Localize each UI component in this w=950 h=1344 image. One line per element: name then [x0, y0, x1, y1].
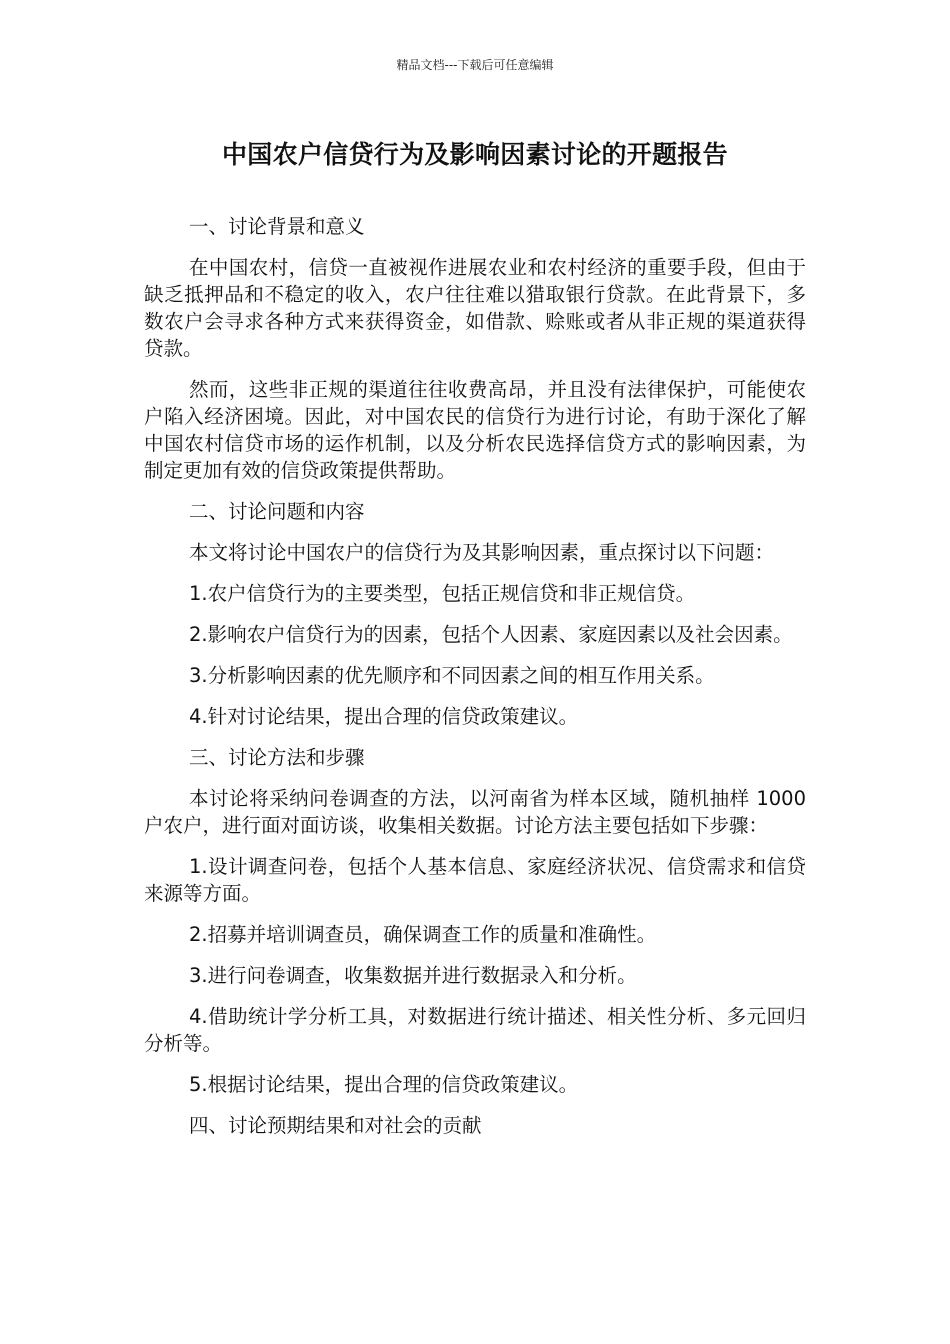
- paragraph: 本文将讨论中国农户的信贷行为及其影响因素，重点探讨以下问题：: [189, 541, 775, 564]
- list-item: 3.进行问卷调查，收集数据并进行数据录入和分析。: [189, 964, 637, 987]
- section-heading: 四、讨论预期结果和对社会的贡献: [189, 1114, 482, 1137]
- page-header: 精品文档---下载后可任意编辑: [396, 58, 554, 72]
- paragraph: 然而，这些非正规的渠道往往收费高昂，并且没有法律保护，可能使农户陷入经济困境。因此，对中国农民的信贷行为进行讨论，有助于深化了解中国农村信贷市场的运作机制，以及分析农民选择信贷方式的影响因素，为制定更加有效的信贷政策提供帮助。: [144, 378, 806, 482]
- list-item: 1.农户信贷行为的主要类型，包括正规信贷和非正规信贷。: [189, 582, 696, 605]
- section-heading: 一、讨论背景和意义: [189, 215, 365, 238]
- list-item: 3.分析影响因素的优先顺序和不同因素之间的相互作用关系。: [189, 664, 715, 687]
- document-body: [144, 213, 806, 1153]
- section-heading: 三、讨论方法和步骤: [189, 746, 365, 769]
- list-item: 2.影响农户信贷行为的因素，包括个人因素、家庭因素以及社会因素。: [189, 623, 793, 646]
- list-item: 2.招募并培训调查员，确保调查工作的质量和准确性。: [189, 923, 657, 946]
- section-heading: 二、讨论问题和内容: [189, 500, 365, 523]
- paragraph: 本讨论将采纳问卷调查的方法，以河南省为样本区域，随机抽样 1000 户农户，进行面对面访谈，收集相关数据。讨论方法主要包括如下步骤：: [144, 787, 806, 837]
- list-item: 5.根据讨论结果，提出合理的信贷政策建议。: [189, 1073, 579, 1096]
- list-item: 4.针对讨论结果，提出合理的信贷政策建议。: [189, 705, 579, 728]
- paragraph: 在中国农村，信贷一直被视作进展农业和农村经济的重要手段，但由于缺乏抵押品和不稳定的收入，农户往往难以猎取银行贷款。在此背景下，多数农户会寻求各种方式来获得资金，如借款、赊账或者从非正规的渠道获得贷款。: [144, 256, 806, 360]
- list-item: 1.设计调查问卷，包括个人基本信息、家庭经济状况、信贷需求和信贷来源等方面。: [144, 855, 806, 905]
- document-title: 中国农户信贷行为及影响因素讨论的开题报告: [221, 140, 728, 169]
- list-item: 4.借助统计学分析工具，对数据进行统计描述、相关性分析、多元回归分析等。: [144, 1005, 806, 1055]
